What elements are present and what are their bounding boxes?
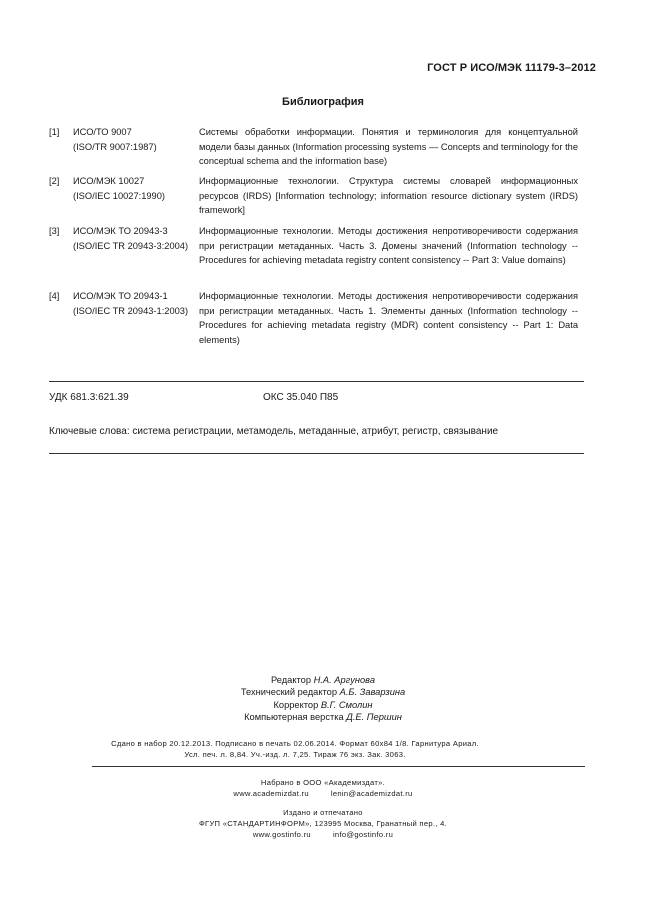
typeset-contacts	[0, 788, 646, 799]
ref-description: Системы обработки информации. Понятия и терминология для концептуальной модели базы данных (Information processing systems — Concepts and terminology for the conceptual schema and the information base)	[199, 127, 578, 167]
typeset-email: lenin@academizdat.ru	[330, 789, 413, 798]
ref-code	[73, 125, 195, 154]
oks-code: ОКС 35.040 П85	[263, 392, 339, 403]
ref-number: [3]	[49, 226, 60, 236]
credit-label: Корректор	[273, 699, 319, 710]
typeset-by: Набрано в ООО «Академиздат».	[260, 778, 386, 787]
ref-code-ru: ИСО/ТО 9007	[73, 127, 132, 137]
typeset-site: www.academizdat.ru	[233, 789, 309, 798]
printer-contacts	[0, 829, 646, 840]
credit-corrector	[0, 699, 646, 711]
credit-tech-editor	[0, 686, 646, 698]
ref-code-ru: ИСО/МЭК ТО 20943-3	[73, 226, 168, 236]
ref-number: [2]	[49, 176, 60, 186]
imprint-line-2: Усл. печ. л. 8,84. Уч.-изд. л. 7,25. Тираж 76 экз. Зак. 3063.	[184, 749, 406, 759]
credits-block	[0, 674, 646, 724]
ref-description: Информационные технологии. Методы достижения непротиворечивости содержания при регистрации метаданных. Часть 3. Домены значений (Information technology -- Procedures for achieving metadata registry content consistency -- Part 3: Value domains)	[199, 226, 578, 266]
printed-by: Издано и отпечатано	[283, 808, 363, 817]
credit-name: А.Б. Заварзина	[339, 687, 406, 698]
udk-code: УДК 681.3:621.39	[49, 392, 129, 403]
standard-code: ГОСТ Р ИСО/МЭК 11179-3–2012	[427, 62, 596, 74]
ref-code	[73, 174, 195, 203]
ref-code-en: (ISO/IEC 10027:1990)	[73, 190, 165, 201]
ref-number: [4]	[49, 291, 60, 301]
printer-email: info@gostinfo.ru	[332, 830, 394, 839]
imprint-block	[0, 739, 590, 760]
imprint-line-1: Сдано в набор 20.12.2013. Подписано в печать 02.06.2014. Формат 60x84 1/8. Гарнитура Ариал.	[111, 739, 479, 748]
ref-code-ru: ИСО/МЭК ТО 20943-1	[73, 291, 168, 301]
imprint-divider	[92, 766, 585, 767]
ref-code	[73, 224, 195, 253]
bibliography-title: Библиография	[282, 96, 364, 108]
credit-name: В.Г. Смолин	[320, 699, 373, 710]
ref-code	[73, 289, 195, 318]
ref-code-ru: ИСО/МЭК 10027	[73, 176, 145, 186]
printer-address: ФГУП «СТАНДАРТИНФОРМ», 123995 Москва, Гранатный пер., 4.	[198, 819, 448, 828]
credit-editor	[0, 674, 646, 686]
ref-description: Информационные технологии. Структура системы словарей информационных ресурсов (IRDS) [Information technology; information resource dictionary system (IRDS) framework]	[199, 176, 578, 216]
credit-label: Технический редактор	[240, 687, 338, 698]
credit-label: Компьютерная верстка	[244, 712, 344, 723]
divider-top	[49, 381, 584, 382]
keywords: Ключевые слова: система регистрации, метамодель, метаданные, атрибут, регистр, связывание	[49, 426, 499, 437]
ref-description: Информационные технологии. Методы достижения непротиворечивости содержания при регистрации метаданных. Часть 1. Элементы данных (Information technology -- Procedures for achieving metadata registry (MDR) content consistency -- Part 1: Data elements)	[199, 291, 578, 345]
ref-code-en: (ISO/IEC TR 20943-1:2003)	[73, 305, 189, 316]
publisher-block	[0, 777, 646, 840]
ref-code-en: (ISO/IEC TR 20943-3:2004)	[73, 240, 189, 251]
printer-site: www.gostinfo.ru	[252, 830, 311, 839]
credit-name: Н.А. Аргунова	[313, 675, 375, 685]
ref-code-en: (ISO/TR 9007:1987)	[73, 141, 157, 152]
divider-bottom	[49, 453, 584, 454]
credit-layout	[0, 711, 646, 723]
credit-name: Д.Е. Першин	[346, 712, 402, 723]
ref-number: [1]	[49, 127, 60, 137]
credit-label: Редактор	[271, 675, 312, 685]
